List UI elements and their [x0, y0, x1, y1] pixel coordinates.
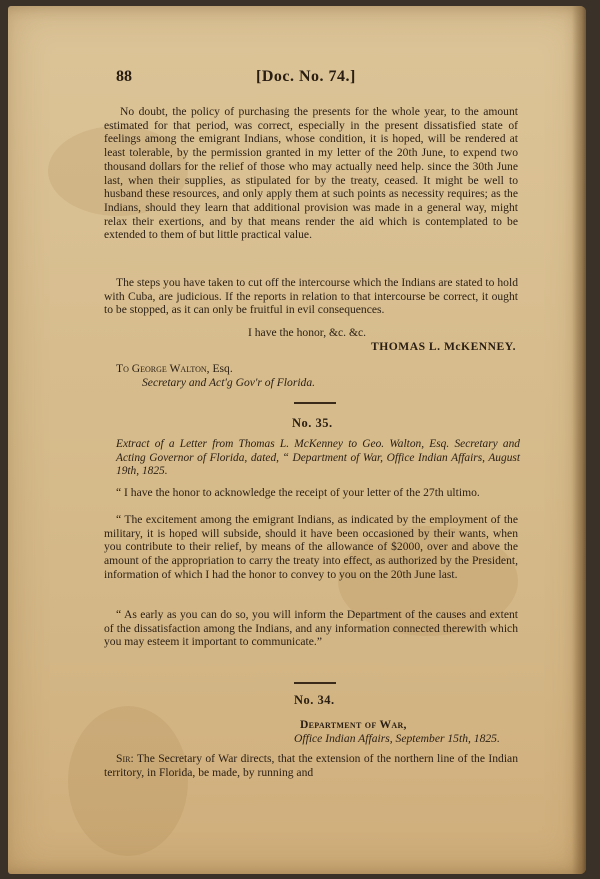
section35-paragraph-2: “ The excitement among the emigrant Indians, as indicated by the employment of the military, it is hoped will subside, should it have been occasioned by their wants, when you contribute to their relief, by means of the allowance of $2000, over and above the amount of the appropriation to carry the treaty into effect, as authorized by the President, information of which I had the honor to convey to you on the 20th June last. [104, 513, 518, 581]
page-content [104, 68, 522, 779]
department-name: Department of War, [300, 718, 407, 731]
letter-paragraph-2: The steps you have taken to cut off the intercourse which the Indians are stated to hold with Cuba, are judicious. If the reports in relation to that intercourse be correct, it ought to be stopped, as it can only be fruitful in evil consequences. [104, 276, 518, 317]
letter-date: September 15th, 1825. [392, 732, 500, 745]
addressee-title: Secretary and Act'g Gov'r of Florida. [142, 376, 316, 389]
office-name: Office Indian Affairs, [294, 732, 393, 745]
paper-stain [68, 706, 188, 856]
addressee-name: To George Walton, [116, 362, 210, 375]
page-number: 88 [116, 68, 132, 85]
section-heading-34: No. 34. [294, 693, 335, 707]
document-page [8, 6, 586, 874]
section34-text: The Secretary of War directs, that the extension of the northern line of the Indian territory, in Florida, be made, by running and [104, 752, 518, 779]
extract-heading: Extract of a Letter from Thomas L. McKenney to Geo. Walton, Esq. Secretary and Acting Governor of Florida, dated, “ Department of War, Office Indian Affairs, August 19th, 1825. [116, 438, 520, 478]
page-edge [572, 6, 586, 874]
section35-paragraph-1: “ I have the honor to acknowledge the receipt of your letter of the 27th ultimo. [116, 486, 480, 499]
section-divider [294, 402, 336, 404]
section-divider [294, 682, 336, 684]
salutation: Sir: [116, 752, 134, 765]
doc-number: [Doc. No. 74.] [256, 68, 356, 85]
addressee-suffix: Esq. [209, 362, 233, 375]
dateline [294, 732, 500, 745]
letter-addressee [116, 362, 530, 376]
section-heading-35: No. 35. [292, 416, 333, 430]
section35-paragraph-3: “ As early as you can do so, you will inform the Department of the causes and extent of the dissatisfaction among the Indians, and any information connected therewith which you may esteem it important to communicate.” [104, 608, 518, 649]
letter-closing: I have the honor, &c. &c. [248, 326, 367, 339]
running-header [104, 68, 522, 92]
letter-signer: THOMAS L. McKENNEY. [371, 340, 516, 353]
letter-paragraph-1: No doubt, the policy of purchasing the presents for the whole year, to the amount estimated for that period, was correct, especially in the present dissatisfied state of feelings among the emigrant Indians, whose condition, it is hoped, will be rendered at least tolerable, by the permission granted in my letter of the 20th June, to expend two thousand dollars for the relief of those who may actually need help. since the 30th June last, when their supplies, as stipulated for by the treaty, ceased. It might be well to husband these resources, and only apply them at such points as necessity requires; as the Indians, should they learn that additional provision was made in a general way, might relax their exertions, and by that means render the aid which is contemplated to be extended to them of but little practical value. [104, 105, 518, 242]
section34-paragraph-1 [104, 752, 518, 779]
